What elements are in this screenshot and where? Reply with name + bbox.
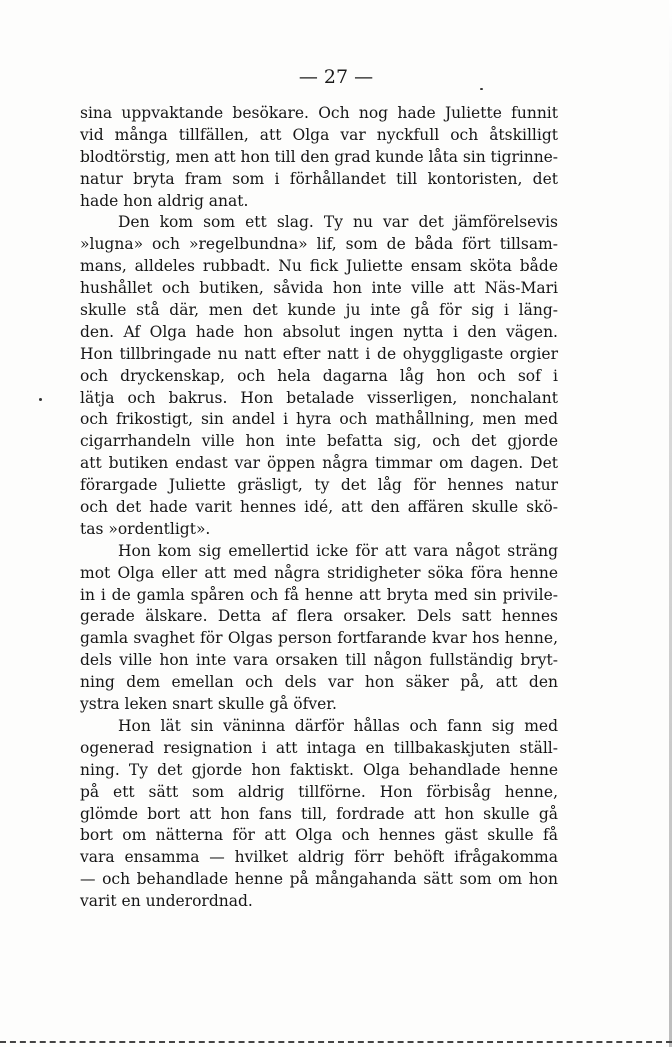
text-line: mot Olga eller att med några stridigheter söka föra henne [80, 563, 558, 582]
text-line: Hon tillbringade nu natt efter natt i de ohyggligaste orgier [80, 344, 558, 363]
text-line: »lugna» och »regelbundna» lif, som de båda fört tillsam- [80, 235, 558, 254]
text-line: tas »ordentligt». [80, 519, 211, 538]
text-line: vara ensamma — hvilket aldrig förr behöft ifrågakomma [80, 848, 558, 867]
text-line: hushållet och butiken, såvida hon inte ville att Näs-Mari [80, 279, 558, 298]
text-line: Den kom som ett slag. Ty nu var det jämförelsevis [118, 213, 558, 232]
text-line: Hon lät sin väninna därför hållas och fann sig med [118, 716, 558, 735]
text-line: varit en underordnad. [80, 892, 253, 911]
ink-speck [480, 88, 483, 90]
text-line: ning. Ty det gjorde hon faktiskt. Olga behandlade henne [80, 760, 558, 779]
ink-speck [39, 398, 42, 401]
text-line: — och behandlade henne på mångahanda sätt som om hon [80, 870, 558, 889]
text-line: mans, alldeles rubbadt. Nu fick Juliette ensam sköta både [80, 257, 558, 276]
text-line: gamla svaghet för Olgas person fortfarande kvar hos henne, [80, 629, 558, 648]
text-line: sina uppvaktande besökare. Och nog hade Juliette funnit [80, 104, 558, 122]
text-line: ystra leken snart skulle gå öfver. [80, 695, 337, 714]
text-line: på ett sätt som aldrig tillförne. Hon förbisåg henne, [80, 782, 558, 801]
text-line: glömde bort att hon fans till, fordrade att hon skulle gå [80, 804, 558, 823]
text-line: och dryckenskap, och hela dagarna låg hon och sof i [80, 366, 558, 385]
text-line: Hon kom sig emellertid icke för att vara något sträng [118, 541, 558, 560]
text-line: cigarrhandeln ville hon inte befatta sig, och det gjorde [80, 432, 558, 451]
text-line: förargade Juliette gräsligt, ty det låg för hennes natur [80, 476, 558, 495]
text-line: och det hade varit hennes idé, att den affären skulle skö- [80, 498, 558, 517]
text-line: lätja och bakrus. Hon betalade visserligen, nonchalant [80, 388, 558, 407]
text-line: ogenerad resignation i att intaga en tillbakaskjuten ställ- [80, 738, 558, 757]
text-line: att butiken endast var öppen några timmar om dagen. Det [80, 454, 558, 473]
text-line: in i de gamla spåren och få henne att bryta med sin privile- [80, 585, 558, 604]
body-text [80, 103, 558, 913]
text-line: gerade älskare. Detta af flera orsaker. Dels satt hennes [80, 607, 558, 626]
text-line: den. Af Olga hade hon absolut ingen nytta i den vägen. [80, 322, 558, 341]
page-number: — 27 — [298, 66, 374, 88]
text-line: natur bryta fram som i förhållandet till kontoristen, det [80, 169, 558, 188]
text-line: vid många tillfällen, att Olga var nyckfull och åtskilligt [80, 125, 558, 144]
text-line: ning dem emellan och dels var hon säker på, att den [80, 673, 558, 692]
text-line: och frikostigt, sin andel i hyra och mathållning, men med [80, 410, 558, 429]
text-line: hade hon aldrig anat. [80, 191, 249, 210]
text-line: dels ville hon inte vara orsaken till någon fullständig bryt- [80, 651, 558, 670]
text-line: bort om nätterna för att Olga och hennes gäst skulle få [80, 826, 558, 845]
bottom-border [0, 1041, 672, 1043]
text-line: blodtörstig, men att hon till den grad kunde låta sin tigrinne- [80, 147, 558, 166]
text-line: skulle stå där, men det kunde ju inte gå för sig i läng- [80, 301, 558, 320]
